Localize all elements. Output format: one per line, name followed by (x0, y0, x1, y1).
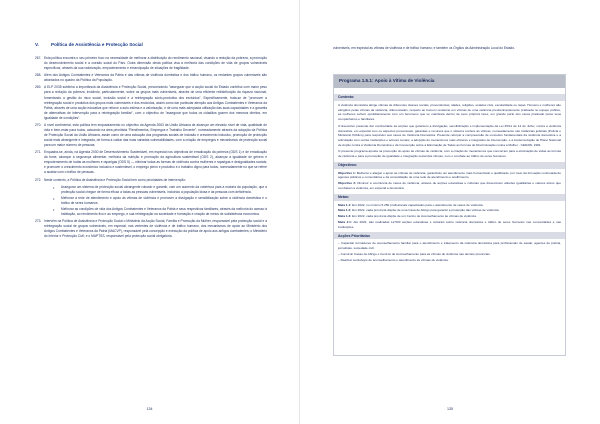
goal-label: Meta 1.3: (338, 214, 352, 219)
action-text: Capacitar formadores de aconselhamento familiar para o atendimento e tratamento da violência doméstica para profissionais de saúde, agentes de polícia, jornalistas, sociedade civil. (338, 241, 561, 251)
objective-text: Melhorar e alargar o apoio às vítimas de violência, garantindo um atendimento mais humanizado e qualificado, por meio da formação continuada de agentes públicos e comunitários e da consolidação de uma rede de atendimento e acolhimento. (338, 170, 561, 180)
bullet-text: Assegurar um sistema de protecção social abrangente robusto e garantir, com um aumento da cobertura para a maioria da população, que a protecção social chegue de forma eficaz a todas as pessoas vulneráveis, incluindo a população idosa e às pessoas com deficiência. (61, 184, 267, 194)
paragraph (35, 73, 267, 83)
goal-label: Meta 1.1: (338, 202, 352, 207)
paragraph (35, 219, 267, 239)
paragraph-number: 267. (35, 56, 42, 60)
objective-label: Objectivo 2: (338, 181, 357, 186)
program-box (333, 74, 566, 356)
paragraph-number: 269. (35, 85, 42, 90)
goal-item (338, 203, 561, 208)
paragraph-number: 272. (35, 177, 42, 182)
paragraph-text: Enquadra-se, ainda, na Agenda 2030 de Desenvolvimento Sustentável, em especial nos objectivos de erradicação da pobreza (ODS 1) e de erradicação da fome, alcançar a segurança alimentar, melhoria da nutrição e promoção da agricultura sustentável (ODS 2), alcançar a igualdade de género e empoderamento de todas as mulheres e raparigas (ODS 5) — eliminar todas as formas de violência contra mulheres e raparigas e desigualdades sociais; e promover o crescimento económico inclusivo e sustentável, o emprego pleno e produtivo e o trabalho digno para todos, nomeadamente no que se refere a acabar com o tráfico de pessoas. (44, 150, 267, 175)
action-item: – Construir Casas de Abrigo e Centros de Aconselhamento para as vítimas de violência nas dezoito províncias. (338, 251, 491, 256)
program-title: Programa 1.5.1: Apoio à Vítima de Violência (334, 75, 565, 88)
section-number: V. (35, 42, 39, 47)
paragraph-text: Neste contexto, a Política de Assistência e Protecção Social tem como prioridades de intervenção: (44, 177, 186, 182)
actions-body (334, 239, 565, 262)
context-paragraph: O Executivo pretende dar continuidade às acções que garantem a divulgação, sensibilização e implementação da Lei 25/11 de 14 de Julho, contra a violência doméstica, em especial com os aspectos processuais, garantias e recursos que o sistema confere às vítimas, nomeadamente nas instâncias judiciais (Polícia e Ministério Público) para responder aos casos de Violência Doméstica. Pretende reforçar a compreensão de conceitos fundamentais da violência doméstica e a articulação com outras instituições e actores sociais, a adopção de mecanismos mais eficazes e integrados de intervenção, e a implementação do Plano Nacional de Acção contra a Violência Doméstica e da Convenção sobre a Eliminação de Todas as Formas de Discriminação contra a Mulher - CEDAW, 1981. (338, 123, 561, 147)
page-number: 134 (146, 407, 153, 411)
goal-text: Em 2022, cada província dispõe de uma Casa de Abrigo para garantir a protecção das vítimas de violência. (352, 208, 500, 213)
paragraph-text: A nível continental, esta política tem enquadramento no objectivo da Agenda 2063 da União Africana de alcançar um elevado nível de vida, qualidade de vida e bem-estar para todos, actuando na área prioritária "Rendimentos, Empregos e Trabalho Decente", nomeadamente através da adopção da Política de Protecção Social da União Africana, assim como de uma actuação dos programas sociais de inclusão e crescimento inclusivo, promoção de protecção social mais abrangente e integrada, de forma a cuidar das mais variadas vulnerabilidades, com a criação de empregos e mecanismos de protecção social para um maior número de pessoas. (44, 122, 267, 148)
objective-item (338, 181, 561, 190)
continuation-text: vulneráveis, em especial as vítimas de violência e de tráfico humano; e também os Órgãos da Administração Local do Estado. (333, 46, 515, 50)
action-item: – Capacitar formadores de aconselhamento familiar para o atendimento e tratamento da violência doméstica para profissionais de saúde, agentes de polícia, jornalistas, sociedade civil. (338, 241, 561, 251)
objective-item (338, 171, 561, 180)
action-text: Realizar workshops de aconselhamento e atendimento às vítimas de violência. (340, 257, 449, 262)
bullet-text: Melhorar a rede de atendimento e apoio às vítimas de violência e promover a divulgação e sensibilização sobre a violência doméstica e o tráfico de seres humanos. (61, 195, 267, 205)
paragraph (35, 150, 267, 175)
paragraph-list (35, 56, 267, 241)
paragraph-text: A ELP 2035 sublinha a importância da Assistência e Protecção Social, preconizando "assegurar que a acção social do Estado contribui com maior peso para a redução da pobreza, incidindo, particularmente, sobre os grupos mais vulneráveis, através de uma eficiente redistribuição da riqueza nacional, fomentando a gestão do risco social, inclusão social e a reintegração sócio-produtiva dos excluídos". Especificamente, trata-se de "promover a reintegração social e produtiva dos grupos mais vulneráveis e dos excluídos, assim como dar particular atenção aos Antigos Combatentes e Veteranos da Pátria, através de uma acção educativa que reforce a auto-estima e a valorização, e de uma mais adequada utilização das suas capacidades e a garantia de alternativas de intervenção para a reintegração familiar", com o objectivo de "assegurar que todos os cidadãos gozem dos mesmos direitos, em igualdade de condições". (44, 85, 267, 120)
priority-bullet-list (53, 185, 267, 217)
objective-label: Objectivo 1: (338, 170, 356, 175)
objective-text: Diminuir a ocorrência de casos de violência, através de acções educativas e culturais que disseminem atitudes igualitárias e valores éticos que combatam a violência, em especial a doméstica. (338, 181, 561, 190)
paragraph (35, 123, 267, 148)
objectives-header: Objectivos: (334, 162, 565, 169)
bullet-text: Melhorar as condições de vida dos Antigos Combatentes e Veteranos da Pátria e seus respectivos familiares, através da melhoria do acesso à habitação, ao rendimento fixo e ao emprego, e sua reintegração na sociedade e formação e criação de meios de subsistência económica. (61, 206, 267, 216)
paragraph-text: Intervêm na Política de Assistência e Protecção Social o Ministério da Acção Social, Família e Promoção da Mulher, responsável pela protecção social e a reintegração social de grupos vulneráveis, em especial, nas vertentes de violência e de tráfico humano, dos mecanismos de apoio ao Ministério dos Antigos Combatentes e Veteranos da Pátria (MACVP), responsável pela concepção e execução da política de apoio aos antigos combatentes; o Ministério do Interior e Protecção Civil; e o MAPTSS, responsável pela protecção social obrigatória. (44, 218, 267, 239)
priority-bullet (53, 185, 267, 195)
paragraph (35, 56, 267, 71)
goal-text: Em 2022, cada província dispõe de um Centro de Aconselhamento às vítimas de violência. (352, 214, 477, 219)
paragraph-number: 270. (35, 122, 42, 127)
section-title-text: Política de Assistência e Protecção Social (51, 42, 143, 47)
goals-header: Metas: (334, 194, 565, 201)
context-header: Contexto: (334, 94, 565, 101)
priority-bullet (53, 196, 267, 206)
bullet-dot-icon: • (53, 184, 55, 190)
priority-bullet (53, 207, 267, 217)
goal-text: Em 2022, no mínimo 5.250 profissionais capacitados para o atendimento de casos de violência. (352, 202, 484, 207)
goals-body (334, 201, 565, 230)
paragraph-text: Esta política encontra o seu primeiro foco na necessidade de melhorar a distribuição do rendimento nacional, visando a redução da pobreza, a promoção do desenvolvimento social e a coesão social do País. Outra dimensão desta política visa a melhoria das condições de vida de grupos vulneráveis específicos, através da sua valorização, empoderamento e emancipação de situações de fragilidade. (44, 56, 267, 71)
bullet-dot-icon: • (53, 206, 55, 212)
context-paragraph: A violência doméstica atinge vítimas de diferentes classes sociais, proveniências, idades, religiões, estados civis, escolaridade ou raças. Homens e mulheres são atingidos pelas vítimas da violência, diferenciados, respeito ao homem residente em vítimas de uma violência predominantemente praticada no espaço público, as mulheres sofrem quotidianamente com um fenómeno que se manifesta dentro de seus próprios lares, em grande parte dos casos praticado pelos seus companheiros e familiares. (338, 103, 561, 122)
goal-item (338, 220, 561, 229)
bullet-dot-icon: • (53, 195, 55, 201)
paragraph (35, 85, 267, 120)
paragraph-number: 271. (35, 150, 42, 155)
paragraph-number: 268. (35, 73, 42, 78)
paragraph-text: Além dos Antigos Combatentes e Veteranos da Pátria e das vítimas de violência doméstica e dos tráfico humano, os restantes grupos vulneráveis são abordados no quadro da Política da População. (44, 73, 267, 83)
action-text: Construir Casas de Abrigo e Centros de Aconselhamento para as vítimas de violência nas dezoito províncias. (340, 251, 491, 256)
goal-label: Meta 1.2: (338, 208, 352, 213)
goal-item (338, 214, 561, 219)
goal-text: Até 2022, são realizadas 12.500 acções educativas e culturais sobre violência doméstica e tráfico de seres humanos nas comunidades e nas instituições. (338, 220, 561, 229)
page-number: 135 (447, 407, 453, 411)
action-item: – Realizar workshops de aconselhamento e atendimento às vítimas de violência. (338, 257, 449, 262)
objectives-body (334, 169, 565, 191)
goal-item (338, 208, 561, 213)
context-body (334, 101, 565, 159)
actions-header: Acções Prioritárias (334, 232, 565, 239)
section-title (35, 42, 143, 47)
paragraph-number: 273. (35, 218, 42, 223)
paragraph (35, 178, 267, 183)
goal-label: Meta 2.1: (338, 220, 352, 225)
context-paragraph: O presente programa aposta na promoção do apoio às vítimas de violência, com a criação de mecanismos que concorram para a eliminação de todas as formas de violência e para a promoção de igualdade e integração social das vítimas, com o combate ao tráfico de seres humanos. (338, 149, 561, 159)
